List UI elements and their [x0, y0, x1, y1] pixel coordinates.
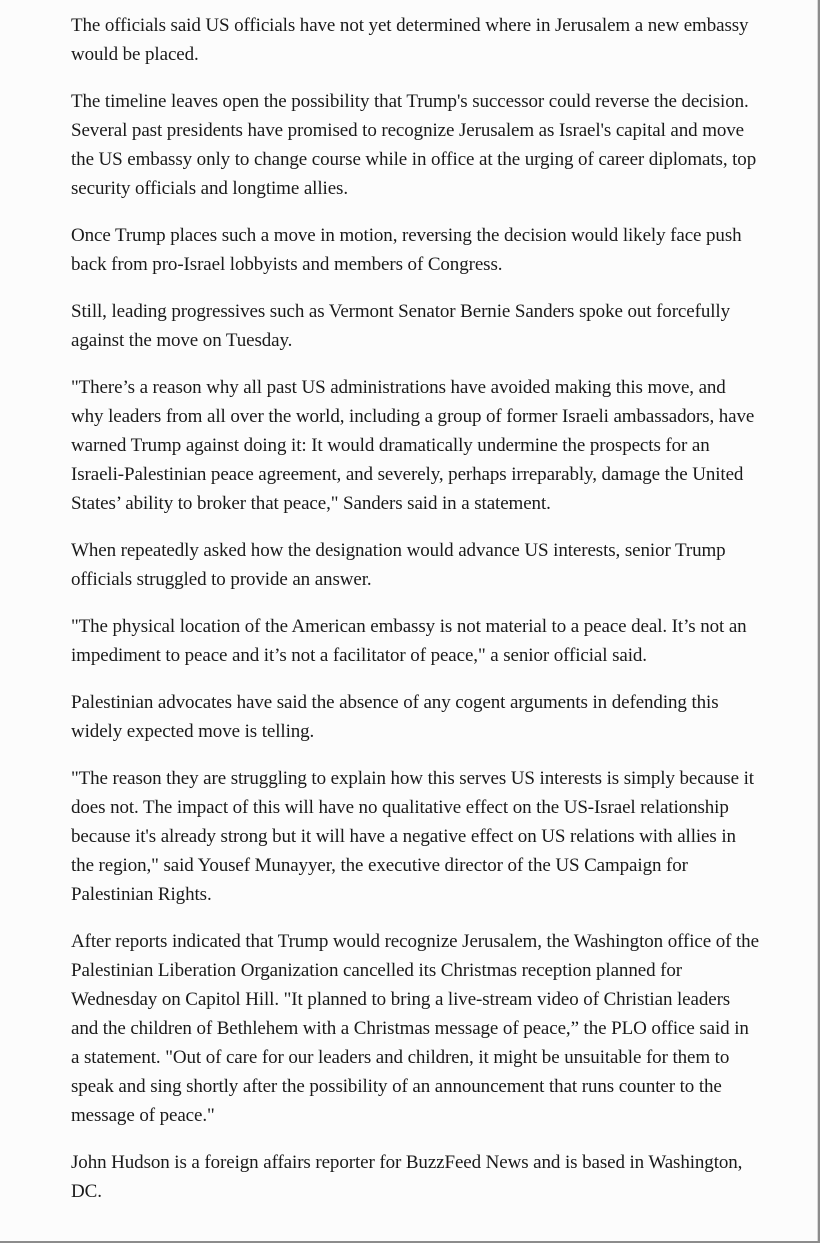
paragraph-plo-reception: After reports indicated that Trump would recognize Jerusalem, the Washington office of the Palestinian Liberation Organization cancelled its Christmas reception planned for Wednesday on Capitol Hill. "It planned to bring a live-stream video of Christian leaders and the children of Bethlehem with a Christmas message of peace,” the PLO office said in a statement. "Out of care for our leaders and children, it might be unsuitable for them to speak and sing shortly after the possibility of an announcement that runs counter to the message of peace." [71, 931, 759, 1126]
paragraph-timeline: The timeline leaves open the possibility that Trump's successor could reverse the decision. Several past presidents have promised to recognize Jerusalem as Israel's capital and move the US embassy only to change course while in office at the urging of career diplomats, top security officials and longtime allies. [71, 91, 757, 199]
paragraph-pushback: Once Trump places such a move in motion, reversing the decision would likely face push back from pro-Israel lobbyists and members of Congress. [71, 225, 742, 275]
paragraph-official-quote: "The physical location of the American embassy is not material to a peace deal. It’s not an impediment to peace and it’s not a facilitator of peace," a senior official said. [71, 616, 747, 666]
paragraph-embassy-location: The officials said US officials have not yet determined where in Jerusalem a new embassy would be placed. [71, 15, 749, 65]
paragraph-progressives: Still, leading progressives such as Vermont Senator Bernie Sanders spoke out forcefully against the move on Tuesday. [71, 301, 730, 351]
article-body [71, 11, 761, 1224]
paragraph-palestinian-advocates: Palestinian advocates have said the absence of any cogent arguments in defending this widely expected move is telling. [71, 692, 719, 742]
paragraph-us-interests: When repeatedly asked how the designation would advance US interests, senior Trump officials struggled to provide an answer. [71, 540, 726, 590]
paragraph-munayyer-quote: "The reason they are struggling to explain how this serves US interests is simply because it does not. The impact of this will have no qualitative effect on the US-Israel relationship because it's already strong but it will have a negative effect on US relations with allies in the region," said Yousef Munayyer, the executive director of the US Campaign for Palestinian Rights. [71, 768, 754, 905]
paragraph-author-bio: John Hudson is a foreign affairs reporter for BuzzFeed News and is based in Washington, DC. [71, 1152, 743, 1202]
paragraph-sanders-quote: "There’s a reason why all past US administrations have avoided making this move, and why leaders from all over the world, including a group of former Israeli ambassadors, have warned Trump against doing it: It would dramatically undermine the prospects for an Israeli-Palestinian peace agreement, and severely, perhaps irreparably, damage the United States’ ability to broker that peace," Sanders said in a statement. [71, 377, 755, 514]
